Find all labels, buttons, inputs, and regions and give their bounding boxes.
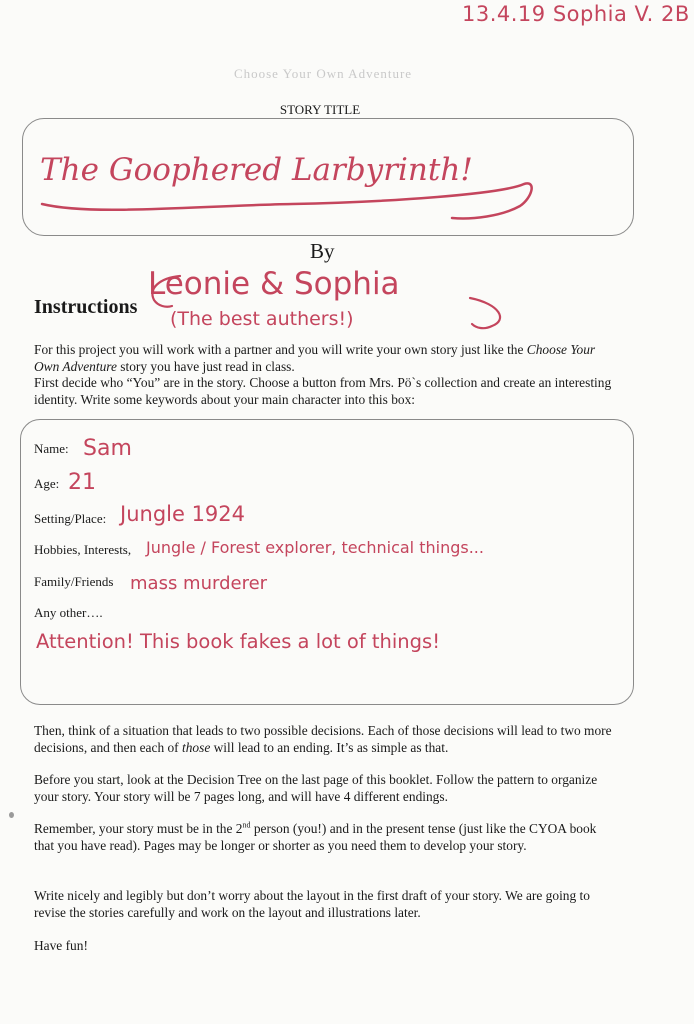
authors-note: (The best authers!) — [170, 308, 354, 330]
authors-bracket-swash — [140, 270, 520, 340]
p5-text-start: Remember, your story must be in the 2 — [34, 821, 243, 836]
age-value: 21 — [68, 470, 96, 495]
p5-superscript: nd — [242, 820, 251, 830]
instructions-paragraph-1 — [34, 341, 614, 375]
body-paragraph-7: Have fun! — [34, 938, 88, 953]
p3-emphasis: those — [182, 740, 211, 755]
instructions-paragraph-2: First decide who “You” are in the story. Choose a button from Mrs. Pö`s collection and create an interesting identity. Write some keywords about your main character into this box: — [34, 375, 612, 407]
name-label: Name: — [34, 441, 69, 456]
hobbies-label: Hobbies, Interests, — [34, 542, 132, 557]
character-info-box — [20, 419, 634, 705]
any-other-value: Attention! This book fakes a lot of things! — [36, 630, 441, 653]
any-other-label: Any other…. — [34, 605, 103, 620]
family-label: Family/Friends — [34, 574, 114, 589]
title-underline-swash — [32, 176, 542, 236]
p1-text-start: For this project you will work with a partner and you will write your own story just like the — [34, 342, 524, 357]
p3-text-start: Then, think of a situation that leads to two possible decisions. Each of those decisions will lead to two more decisions, and then each of — [34, 723, 612, 755]
hobbies-value: Jungle / Forest explorer, technical things... — [146, 538, 484, 557]
faded-header: Choose Your Own Adventure — [233, 66, 413, 81]
p3-text-end: will lead to an ending. It’s as simple as that. — [213, 740, 449, 755]
instructions-heading: Instructions — [34, 296, 138, 318]
by-label: By — [310, 239, 335, 263]
family-value: mass murderer — [130, 573, 268, 594]
age-label: Age: — [34, 476, 60, 491]
p5-text-end: person (you!) and in the present tense (just like the CYOA book that you have read). Pages may be longer or shorter as you need them to develop your story. — [34, 821, 597, 853]
story-title: The Goophered Larbyrinth! — [40, 152, 473, 188]
paper-speck — [9, 812, 14, 818]
authors: Leonie & Sophia — [148, 266, 400, 302]
body-paragraph-3 — [34, 722, 614, 756]
body-paragraph-6: Write nicely and legibly but don’t worry about the layout in the first draft of your story. We are going to revise the stories carefully and work on the layout and illustrations later. — [34, 888, 590, 920]
setting-value: Jungle 1924 — [120, 502, 246, 526]
body-paragraph-4: Before you start, look at the Decision Tree on the last page of this booklet. Follow the pattern to organize your story. Your story will be 7 pages long, and will have 4 different endings. — [34, 772, 598, 804]
p1-text-end: story you have just read in class. — [120, 359, 295, 374]
body-paragraph-5 — [34, 820, 614, 854]
corner-note: 13.4.19 Sophia V. 2B — [462, 2, 690, 26]
name-value: Sam — [83, 436, 132, 461]
story-title-label: STORY TITLE — [279, 102, 361, 117]
setting-label: Setting/Place: — [34, 511, 107, 526]
p1-book-title: Choose Your Own Adventure — [34, 342, 596, 374]
